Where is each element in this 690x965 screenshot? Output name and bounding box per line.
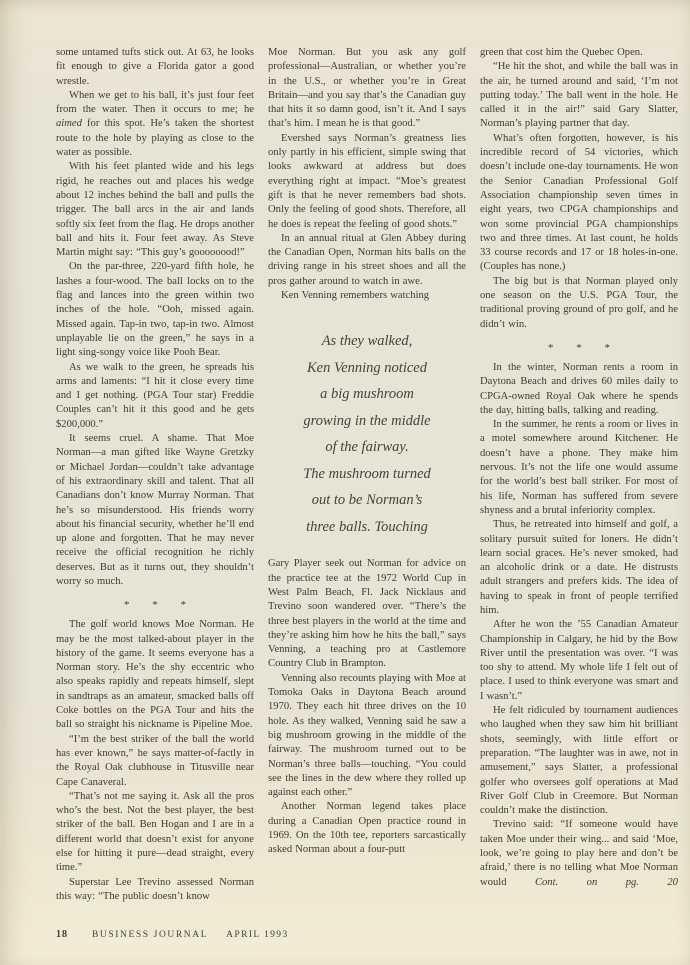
column-right	[480, 46, 678, 926]
pull-quote	[270, 328, 464, 540]
paragraph: He felt ridiculed by tournament audiences who laughed when they saw him hit brilliant shots, seemingly, with little effort or preparation. “The laughter was in awe, not in amusement,” says Slatter, a professional golfer who oversees golf operations at Mad River Golf Club in Creemore. But Norman couldn’t make the distinction.	[480, 705, 678, 817]
paragraph: The big but is that Norman played only one season on the U.S. PGA Tour, the traditional proving ground of pro golf, and he didn’t win.	[480, 275, 678, 330]
paragraph: Ken Venning remembers watching	[281, 290, 430, 302]
section-separator: * * *	[548, 341, 620, 354]
paragraph: With his feet planted wide and his legs rigid, he reaches out and places his wedge about 12 inches behind the ball and pulls the trigger. The ball arcs in the air and lands softly six feet from the flag. He drops another ball and hits it. Four feet away. As Steve Martin might say: “This guy’s goooooood!”	[56, 161, 254, 259]
paragraph: On the par-three, 220-yard fifth hole, he lashes a four-wood. The ball locks on to the flag and lances into the green within two inches of the hole. “Ooh, missed again. Missed again. Tap-in two, tap-in two. Almost unplayable lie on the green,” he says in a light sing-songy voice like Pooh Bear.	[56, 261, 254, 359]
paragraph: As we walk to the green, he spreads his arms and laments: “I hit it close every time and I get nothing. (PGA Tour star) Freddie Couples can’t hit it this good and he gets $200,000.”	[56, 361, 254, 430]
paragraph: In the winter, Norman rents a room in Daytona Beach and drives 60 miles daily to CPGA-owned Royal Oak where he spends the day, hitting balls, talking and reading.	[480, 361, 678, 416]
column-left	[56, 46, 254, 926]
paragraph: “He hit the shot, and while the ball was in the air, he turned around and said, ‘I’m not putting today.’ The ball went in the hole. He called it in the air!” said Gary Slatter, Norman’s playing partner that day.	[480, 61, 678, 130]
page-footer	[56, 929, 289, 940]
pull-quote-line: growing in the middle	[303, 412, 431, 429]
paragraph: “I’m the best striker of the ball the world has ever known,” he says matter-of-factly in the Royal Oak clubhouse in Titusville near Cape Canaveral.	[56, 733, 254, 788]
pull-quote-line: out to be Norman’s	[311, 492, 423, 509]
pull-quote-line: As they walked,	[321, 333, 413, 350]
paragraph: some untamed tufts stick out. At 63, he looks fit enough to give a Florida gator a good wrestle.	[56, 47, 254, 87]
paragraph: It seems cruel. A shame. That Moe Norman—a man gifted like Wayne Gretzky or Michael Jordan—couldn’t take advantage of his extraordinary skill and talent. That all Canadians don’t know Murray Norman. That he’s so misunderstood. His friends worry about his financial security, whether he’ll end up alone and forgotten. That he may never receive the official recognition he richly deserves. But as it turns out, they shouldn’t worry so much.	[56, 433, 254, 587]
paragraph: Another Norman legend takes place during a Canadian Open practice round in 1969. On the 10th tee, reporters sarcastically asked Norman about a four-putt	[268, 801, 466, 856]
paragraph: Trevino said: “If someone would have taken Moe under their wing... and said ‘Moe, look, we’re going to play here and don’t be afraid,’ there is no telling what Moe Norman would Cont. on pg. 20	[480, 819, 678, 888]
paragraph: Evershed says Norman’s greatness lies only partly in his efficient, simple swing that looks awkward at address but does everything right at impact. “Moe’s greatest gift is that he never remembers bad shots. Only the feeling of good shots. Therefore, all he does is repeat the feeling of good shots.”	[268, 132, 466, 230]
pull-quote-line: of the fairway.	[325, 439, 409, 456]
issue-date: APRIL 1993	[226, 930, 289, 940]
paragraph: After he won the ’55 Canadian Amateur Championship in Calgary, he hid by the Bow River until the presentation was over. “I was too shy to attend. My whole life I felt out of place. I used to think everyone was smart and I wasn’t.”	[480, 619, 678, 702]
paragraph: Thus, he retreated into himself and golf, a solitary pursuit suited for loners. He didn’t learn social graces. He’s never smoked, had an alcoholic drink or a date. He distrusts adult strangers and prefers kids. The idea of having to speak in front of people terrified him.	[480, 519, 678, 616]
paragraph: What’s often forgotten, however, is his incredible record of 54 victories, which doesn’t include one-day tournaments. He won the Senior Canadian Professional Golf Association championship seven times in eight years, two CPGA championships and won some provincial PGA championships two and three times. At last count, he holds 33 course records and 17 or 18 holes-in-one. (Couples has none.)	[480, 132, 678, 273]
section-separator: * * *	[124, 599, 196, 612]
paragraph: In an annual ritual at Glen Abbey during the Canadian Open, Norman hits balls on the driving range in his street shoes and all the pros gather around to watch in awe.	[268, 232, 466, 287]
paragraph: Venning also recounts playing with Moe at Tomoka Oaks in Daytona Beach around 1970. They each hit three drives on the 10 hole. As they walked, Venning said he saw a big mushroom growing in the middle of the fairway. The mushroom turned out to be Norman’s three balls—touching. “You could see the lines in the dew where they rolled up against each other.”	[268, 672, 466, 799]
pull-quote-line: Ken Venning noticed	[306, 359, 427, 376]
paragraph: “That’s not me saying it. Ask all the pros who’s the best. Not the best player, the best striker of the ball. Ben Hogan and I are in a different world that doesn’t exist for anyone else for hitting it pure—dead straight, every time.”	[56, 790, 254, 874]
paragraph: Gary Player seek out Norman for advice on the practice tee at the 1972 World Cup in West Palm Beach, Fl. Jack Nicklaus and Trevino soon wandered over. “There’s the three best players in the world at the time and they’re asking him how he hits the ball,” says Venning, a teaching pro at Castlemore Country Club in Brampton.	[268, 558, 466, 670]
page-number: 18	[56, 929, 68, 940]
pull-quote-line: The mushroom turned	[303, 465, 431, 482]
paragraph: The golf world knows Moe Norman. He may be the most talked-about player in the history of the game. It seems everyone has a Norman story. He’s the shy eccentric who also speaks rapidly and repeats himself, slept in sandtraps as an amateur, smacked balls off Coke bottles on the PGA Tour and hits the ball so straight his nickname is Pipeline Moe.	[56, 619, 254, 731]
pull-quote-line: a big mushroom	[320, 386, 414, 403]
publication-name: BUSINESS JOURNAL	[92, 930, 209, 940]
column-middle	[268, 46, 466, 926]
paragraph: When we get to his ball, it’s just four feet from the water. Then it occurs to me; he aimed for this spot. He’s taken the shortest route to the hole by playing as close to the water as possible.	[56, 89, 254, 159]
article-body	[56, 46, 678, 926]
paragraph: Moe Norman. But you ask any golf professional—Australian, or whether you’re in the U.S., or whether you’re in Great Britain—and you say that’s the Canadian guy that hits it so damn good, isn’t it. And I says that’s him. I mean he is that good.”	[268, 47, 466, 130]
paragraph: In the summer, he rents a room or lives in a motel somewhere around Kitchener. He doesn’t have a phone. They make him nervous. It’s not the life one would assume for the world’s best ball striker. For most of his life, Norman has suffered from severe shyness and a brutal inferiority complex.	[480, 419, 678, 516]
paragraph: green that cost him the Quebec Open.	[480, 47, 643, 58]
paragraph: Superstar Lee Trevino assessed Norman this way: “The public doesn’t know	[56, 876, 254, 902]
pull-quote-line: three balls. Touching	[306, 518, 428, 535]
